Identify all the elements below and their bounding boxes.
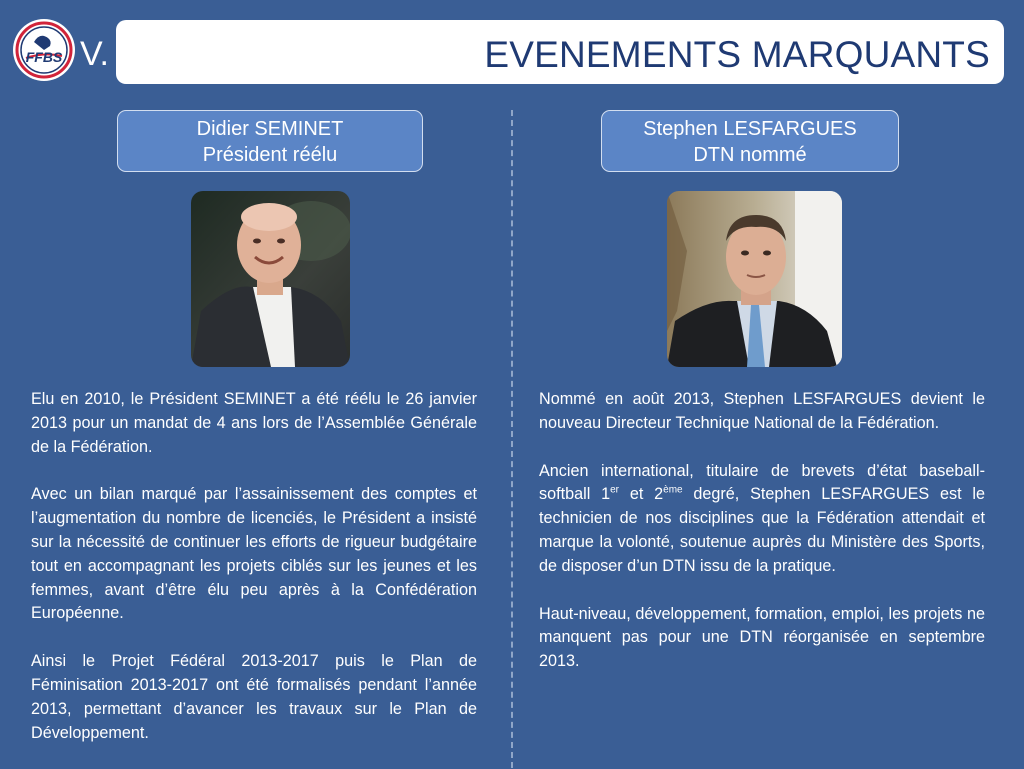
superscript-eme: ème xyxy=(663,485,683,496)
left-paragraph-1: Elu en 2010, le Président SEMINET a été réélu le 26 janvier 2013 pour un mandat de 4 ans lors de l’Assemblée Générale de la Fédération. xyxy=(31,390,477,456)
left-role: Président réélu xyxy=(202,144,338,166)
superscript-er: er xyxy=(610,485,620,496)
right-portrait-photo xyxy=(667,191,842,367)
left-portrait-photo xyxy=(191,191,350,367)
page-title: EVENEMENTS MARQUANTS xyxy=(484,34,990,75)
left-paragraph-3: Ainsi le Projet Fédéral 2013-2017 puis le Plan de Féminisation 2013-2017 ont été formalisés pendant l’année 2013, permettant d’avancer les travaux sur le Plan de Développement. xyxy=(31,652,477,742)
left-text-column xyxy=(31,388,477,769)
right-paragraph-3: Haut-niveau, développement, formation, emploi, les projets ne manquent pas pour une DTN réorganisée en septembre 2013. xyxy=(539,604,985,671)
section-number: V. xyxy=(80,35,110,73)
left-paragraph-2: Avec un bilan marqué par l’assainissement des comptes et l’augmentation du nombre de licenciés, le Président a insisté sur la nécessité de continuer les efforts de rigueur budgétaire tout en accompagnant les projets ciblés sur les jeunes et les femmes, avant d’être élu peu après à la Confédération Européenne. xyxy=(31,485,477,623)
right-paragraph-2-part-a: Ancien international, titulaire de brevets d’état baseball-softball 1 xyxy=(539,461,985,504)
column-divider xyxy=(511,110,513,768)
right-paragraph-2 xyxy=(539,460,985,579)
title-bar xyxy=(116,20,1004,84)
right-role: DTN nommé xyxy=(693,144,807,166)
right-text-column xyxy=(539,388,985,698)
right-paragraph-2-part-c: degré, Stephen LESFARGUES est le technicien de nos disciplines que la Fédération attendait et marque la volonté, soutenue auprès du Ministère des Sports, de disposer d’un DTN issu de la pratique. xyxy=(539,485,985,575)
right-name-box xyxy=(601,110,899,172)
ffbs-logo xyxy=(12,18,76,82)
logo-text: FFBS xyxy=(25,49,63,65)
left-name: Didier SEMINET xyxy=(196,118,344,140)
right-name: Stephen LESFARGUES xyxy=(643,118,857,140)
right-paragraph-1: Nommé en août 2013, Stephen LESFARGUES devient le nouveau Directeur Technique National de la Fédération. xyxy=(539,390,985,432)
left-name-box xyxy=(117,110,423,172)
right-paragraph-2-part-b: et 2 xyxy=(619,485,664,504)
